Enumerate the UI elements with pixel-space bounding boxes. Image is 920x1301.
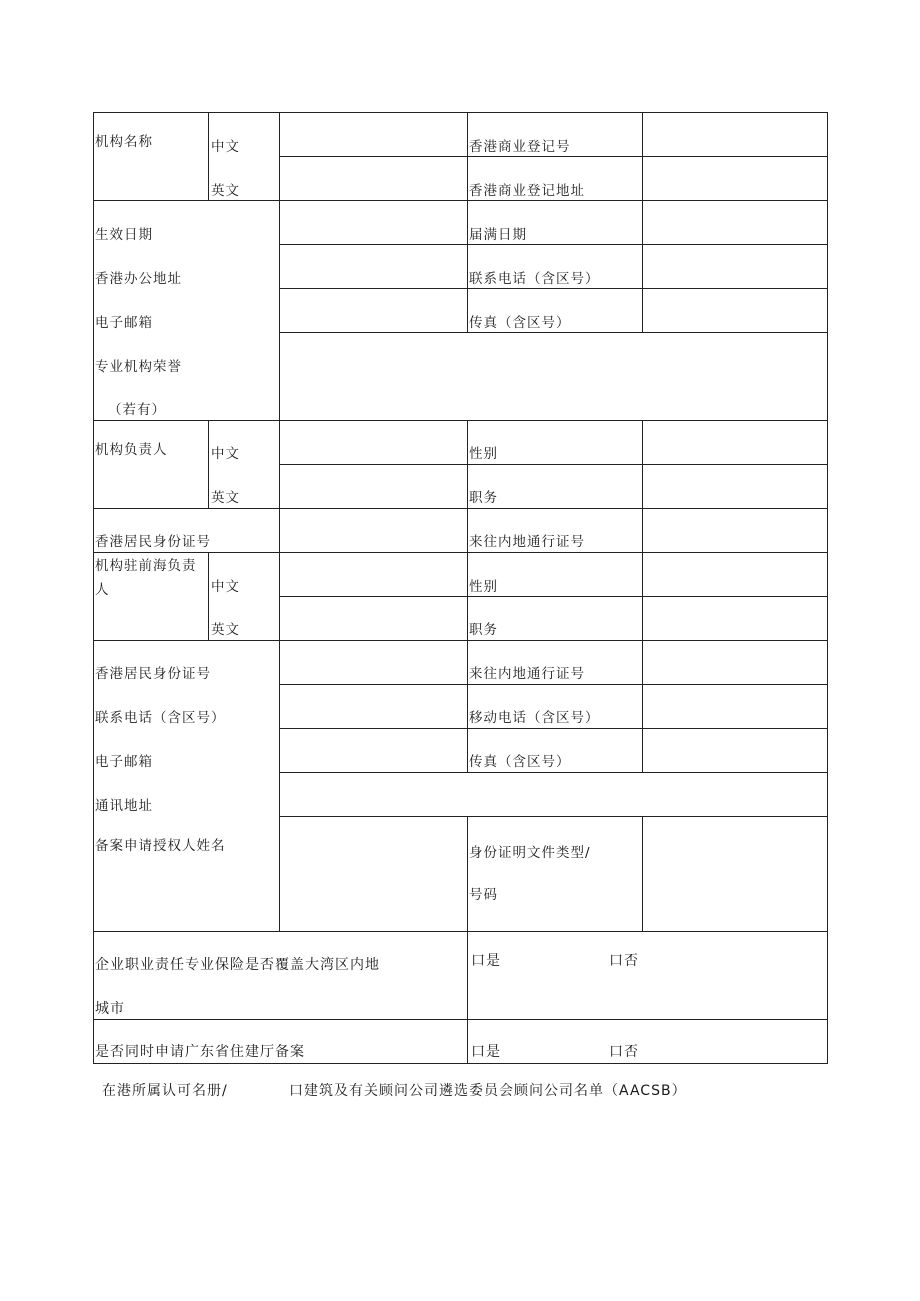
table-line	[279, 332, 828, 333]
mailing-address-label: 通讯地址	[95, 798, 153, 814]
insurance-no-checkbox[interactable]: 口否	[609, 953, 639, 969]
table-line	[279, 816, 828, 817]
table-line	[467, 420, 468, 772]
table-line	[467, 112, 468, 332]
email-label: 电子邮箱	[95, 315, 153, 331]
table-line	[208, 552, 209, 640]
table-line	[93, 508, 828, 509]
honors-label: 专业机构荣誉	[95, 359, 182, 375]
qh-fax-label: 传真（含区号）	[469, 754, 571, 770]
table-line	[208, 420, 209, 508]
table-line	[279, 156, 828, 157]
registry-label: 在港所属认可名册/	[102, 1083, 228, 1099]
principal-mainland-permit-label: 来往内地通行证号	[469, 534, 585, 550]
qh-mainland-permit-label: 来往内地通行证号	[469, 666, 585, 682]
qh-principal-cn-label: 中文	[211, 579, 240, 595]
table-line	[208, 112, 209, 200]
table-line	[827, 112, 828, 1064]
principal-gender-label: 性别	[469, 446, 498, 462]
table-line	[279, 684, 828, 685]
table-line	[93, 420, 828, 421]
table-line	[93, 112, 94, 1064]
table-line	[279, 464, 828, 465]
honors-if-any-label: （若有）	[108, 402, 166, 418]
principal-label: 机构负责人	[95, 442, 168, 458]
qh-email-label: 电子邮箱	[95, 754, 153, 770]
hk-br-no-label: 香港商业登记号	[469, 139, 571, 155]
qh-contact-phone-label: 联系电话（含区号）	[95, 710, 226, 726]
principal-cn-label: 中文	[211, 446, 240, 462]
table-line	[93, 112, 828, 113]
expiry-date-label: 届满日期	[469, 227, 527, 243]
insurance-label-line1: 企业职业责任专业保险是否覆盖大湾区内地	[95, 957, 380, 973]
gd-filing-yes-checkbox[interactable]: 口是	[471, 1044, 501, 1060]
qh-principal-label-line2: 人	[95, 582, 110, 598]
gd-filing-label: 是否同时申请广东省住建厅备案	[95, 1044, 305, 1060]
table-line	[642, 112, 643, 332]
table-line	[93, 1019, 828, 1020]
principal-position-label: 职务	[469, 490, 498, 506]
org-name-cn-label: 中文	[211, 139, 240, 155]
table-line	[93, 640, 828, 641]
qh-mobile-phone-label: 移动电话（含区号）	[469, 710, 600, 726]
table-line	[93, 552, 828, 553]
principal-en-label: 英文	[211, 490, 240, 506]
qh-principal-label-line1: 机构驻前海负责	[95, 558, 197, 574]
authorized-name-label: 备案申请授权人姓名	[95, 838, 226, 854]
hk-br-address-label: 香港商业登记地址	[469, 183, 585, 199]
table-line	[642, 816, 643, 931]
table-line	[467, 816, 468, 1063]
insurance-yes-checkbox[interactable]: 口是	[471, 953, 501, 969]
fax-label: 传真（含区号）	[469, 315, 571, 331]
qh-principal-position-label: 职务	[469, 622, 498, 638]
table-line	[642, 420, 643, 772]
effective-date-label: 生效日期	[95, 227, 153, 243]
table-line	[279, 112, 280, 931]
table-line	[279, 596, 828, 597]
gd-filing-no-checkbox[interactable]: 口否	[609, 1044, 639, 1060]
table-line	[279, 772, 828, 773]
hk-office-address-label: 香港办公地址	[95, 271, 182, 287]
org-name-label: 机构名称	[95, 134, 153, 150]
principal-hk-id-label: 香港居民身份证号	[95, 534, 211, 550]
aacsb-checkbox-option[interactable]: 口建筑及有关顾问公司遴选委员会顾问公司名单（AACSB）	[289, 1083, 687, 1099]
qh-principal-en-label: 英文	[211, 622, 240, 638]
contact-phone-label: 联系电话（含区号）	[469, 271, 600, 287]
table-line	[93, 200, 828, 201]
table-line	[93, 931, 828, 932]
table-line	[93, 1063, 828, 1064]
id-doc-label-line1: 身份证明文件类型/	[469, 845, 591, 861]
org-name-en-label: 英文	[211, 183, 240, 199]
qh-hk-id-label: 香港居民身份证号	[95, 666, 211, 682]
table-line	[279, 728, 828, 729]
id-doc-label-line2: 号码	[469, 887, 498, 903]
table-line	[279, 288, 828, 289]
table-line	[279, 244, 828, 245]
insurance-label-line2: 城市	[95, 1001, 125, 1017]
qh-principal-gender-label: 性别	[469, 579, 498, 595]
